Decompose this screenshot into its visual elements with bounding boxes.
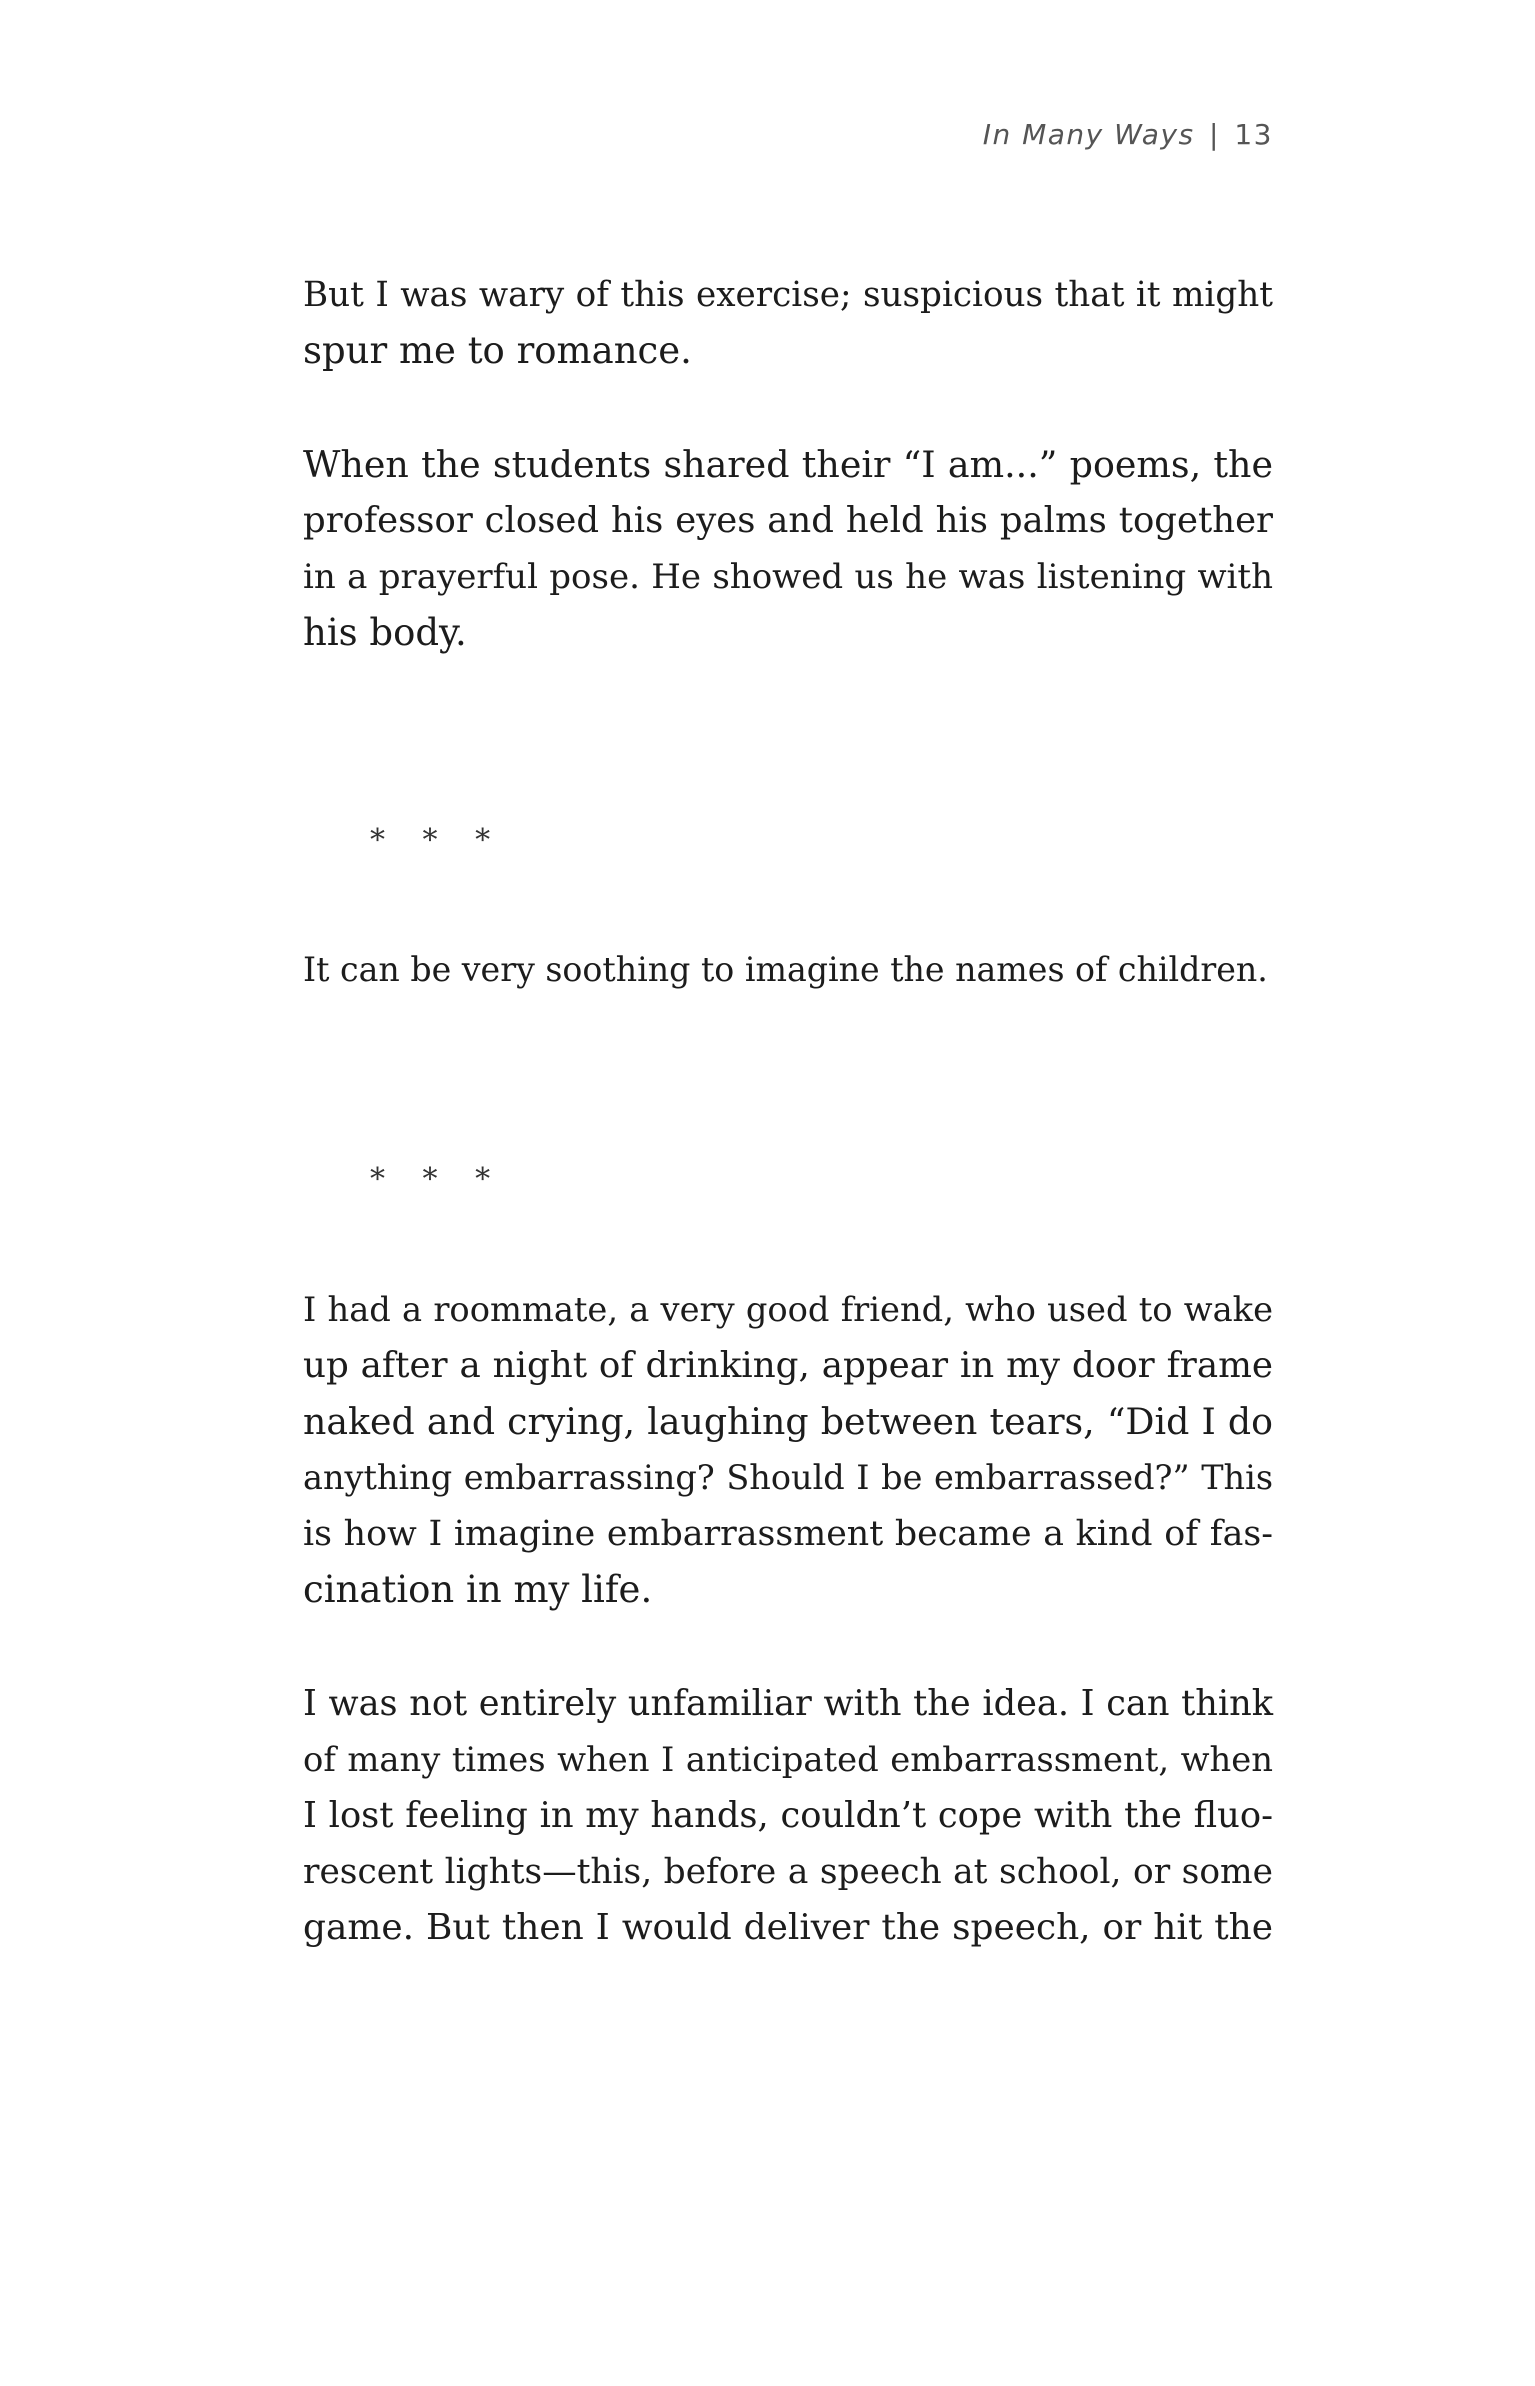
text-line: professor closed his eyes and held his palms together	[303, 500, 1273, 541]
text-line: I had a roommate, a very good friend, who used to wake	[303, 1290, 1273, 1329]
paragraph-1	[303, 267, 1273, 379]
text-line: of many times when I anticipated embarrassment, when	[303, 1740, 1273, 1779]
paragraph-5	[303, 1676, 1273, 1956]
section-break-2: * * *	[370, 1162, 505, 1197]
text-line: rescent lights—this, before a speech at school, or some	[303, 1852, 1273, 1892]
text-line: cination in my life.	[303, 1568, 653, 1611]
text-line: It can be very soothing to imagine the names of children.	[303, 950, 1268, 989]
running-header-separator: |	[1209, 118, 1220, 151]
running-header	[900, 118, 1273, 151]
text-line: in a prayerful pose. He showed us he was listening with	[303, 557, 1273, 597]
paragraph-3	[303, 942, 1273, 998]
running-header-title: In Many Ways	[982, 118, 1195, 151]
text-line: his body.	[303, 611, 467, 654]
paragraph-2	[303, 437, 1273, 661]
text-line: I was not entirely unfamiliar with the idea. I can think	[303, 1683, 1273, 1724]
section-break-1: * * *	[370, 823, 505, 858]
text-line: But I was wary of this exercise; suspicious that it might	[303, 275, 1273, 315]
page-number: 13	[1234, 118, 1273, 151]
text-line: game. But then I would deliver the speech, or hit the	[303, 1907, 1273, 1948]
text-line: When the students shared their “I am...” poems, the	[303, 443, 1273, 486]
text-line: is how I imagine embarrassment became a kind of fas-	[303, 1514, 1273, 1554]
paragraph-4	[303, 1282, 1273, 1618]
text-line: spur me to romance.	[303, 329, 692, 372]
text-line: I lost feeling in my hands, couldn’t cope with the fluo-	[303, 1795, 1273, 1836]
text-line: naked and crying, laughing between tears, “Did I do	[303, 1400, 1273, 1443]
text-line: up after a night of drinking, appear in my door frame	[303, 1345, 1273, 1386]
text-line: anything embarrassing? Should I be embarrassed?” This	[303, 1458, 1273, 1497]
